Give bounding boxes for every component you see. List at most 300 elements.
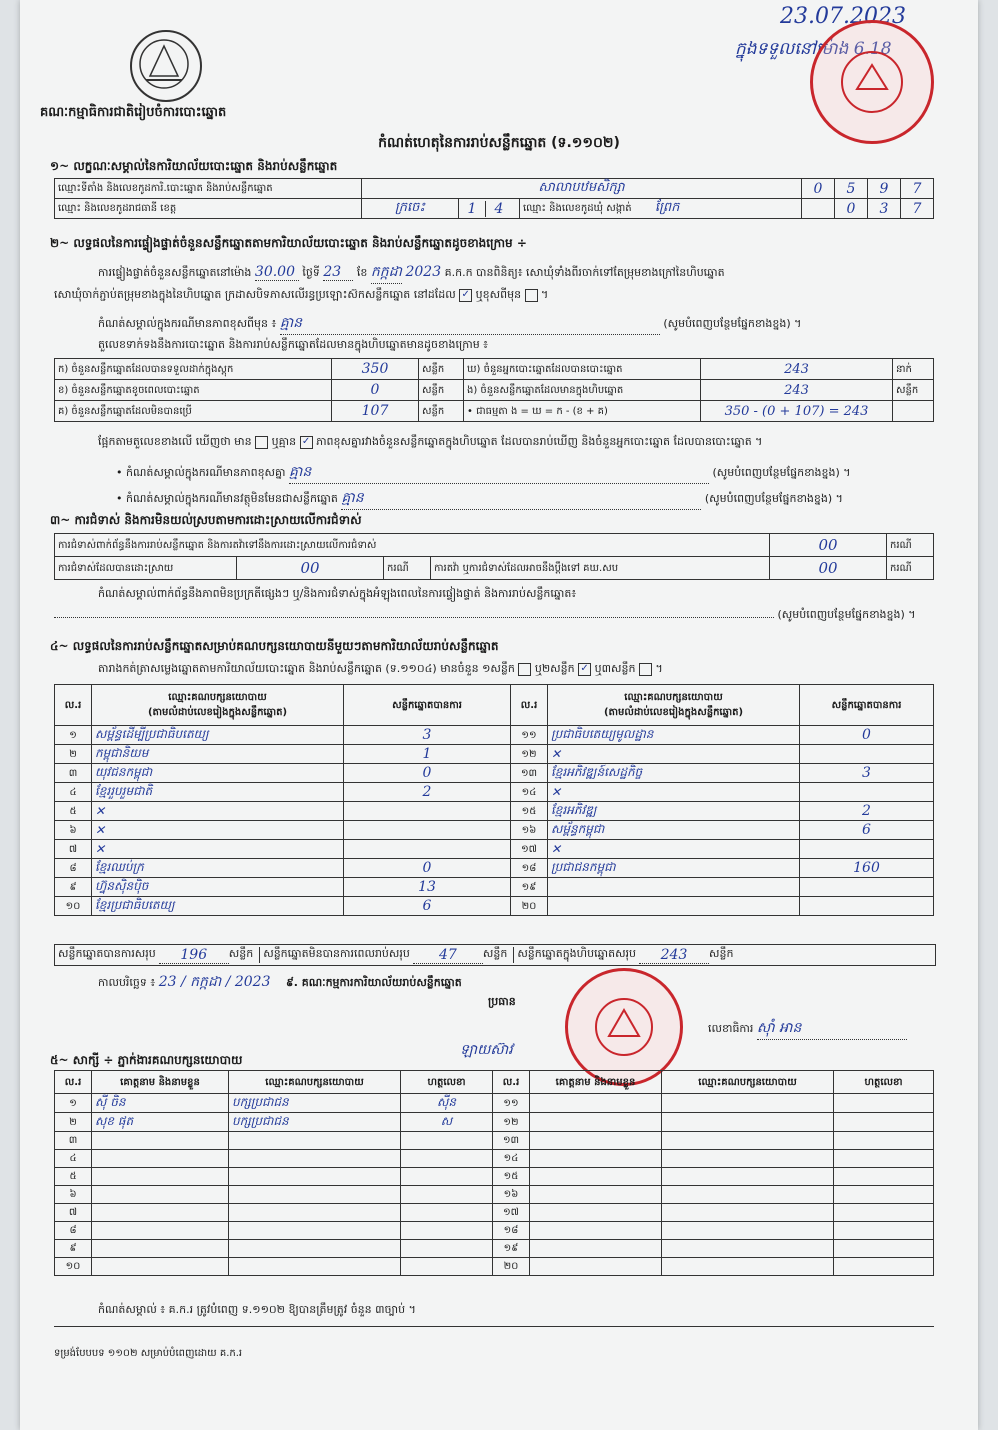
w-col-no-left: ល.រ — [55, 1071, 92, 1094]
col-party-sub-left: (តាមលំដាប់លេខរៀងក្នុងសន្លឹកឆ្នោត) — [147, 707, 288, 718]
witness-signature — [834, 1168, 934, 1186]
foreign-object-value: គ្មាន — [341, 488, 701, 510]
section1-heading: ១~ លក្ខណៈសម្គាល់នៃការិយាល័យបោះឆ្នោត និងរាប់សន្លឹកឆ្នោត — [50, 159, 338, 173]
witness-signature — [401, 1222, 493, 1240]
location-code-2: 5 — [835, 179, 868, 199]
witness-party: បក្សប្រជាជន — [229, 1113, 401, 1132]
witness-signature — [834, 1113, 934, 1132]
figure-value-right: 243 — [701, 380, 893, 401]
witness-party — [229, 1150, 401, 1168]
witness-party — [662, 1094, 834, 1113]
section2-heading: ២~ លទ្ធផលនៃការផ្ទៀងផ្ទាត់ចំនួនសន្លឹកឆ្នោតតាមការិយាល័យបោះឆ្នោត និងរាប់សន្លឹកឆ្នោតដូចខាងក្រោម ÷ — [50, 236, 527, 250]
total-invalid-unit: សន្លឹក — [483, 947, 514, 963]
party-name: ហ្វ៊ុនស៊ិនប៉ិច — [92, 878, 344, 897]
figure-value-right: 243 — [701, 359, 893, 380]
difference-note-label: កំណត់សម្គាល់ក្នុងករណីមានភាពខុសពីមុន ៖ — [98, 317, 277, 330]
party-votes: 2 — [344, 783, 511, 802]
party-row — [55, 840, 934, 859]
party-no: ៩ — [55, 878, 92, 897]
witness-party — [229, 1132, 401, 1150]
witness-row — [55, 1132, 934, 1150]
w-col-name-right: គោត្តនាម និងនាមខ្លួន — [530, 1071, 662, 1094]
witness-signature — [834, 1204, 934, 1222]
totals-row — [54, 944, 936, 966]
party-no: ៣ — [55, 764, 92, 783]
footer-note: កំណត់សម្គាល់ ៖ គ.ក.រ ត្រូវបំពេញ ទ.១១០២ ឱ្យបានត្រឹមត្រូវ ចំនួន ៣ច្បាប់ ។ — [98, 1303, 416, 1316]
party-name: ✕ — [92, 821, 344, 840]
witness-signature — [834, 1186, 934, 1204]
party-votes: 3 — [800, 764, 934, 783]
different-checkbox[interactable] — [525, 289, 538, 302]
party-no: ៨ — [55, 859, 92, 878]
difference-note-value: គ្មាន — [280, 313, 660, 335]
figure-unit-right: នាក់ — [893, 359, 934, 380]
corner-date: 23.07.2023 — [780, 4, 906, 29]
appeal-label: ការតវ៉ា ឬការជំទាស់ដែលអាចនឹងប្តឹងទៅ គឃ.សប — [431, 557, 770, 580]
party-row — [55, 764, 934, 783]
witness-no: ៤ — [55, 1150, 92, 1168]
verification-year: 2023 — [405, 264, 442, 280]
irregularity-note-line — [54, 608, 954, 624]
foreign-object-note-line — [116, 488, 956, 510]
same-checkbox[interactable]: ✓ — [459, 289, 472, 302]
two-sheets-label: ឬ២សន្លឹក — [534, 662, 575, 675]
figure-unit-right: សន្លឹក — [893, 380, 934, 401]
witness-party — [229, 1222, 401, 1240]
party-votes — [800, 783, 934, 802]
party-votes: 160 — [800, 859, 934, 878]
witness-name — [92, 1240, 229, 1258]
witness-name — [530, 1258, 662, 1276]
witness-name — [530, 1113, 662, 1132]
section4-heading: ៤~ លទ្ធផលនៃការរាប់សន្លឹកឆ្នោតសម្រាប់គណបក្សនយោបាយនីមួយៗតាមការិយាល័យរាប់សន្លឹកឆ្នោត — [50, 639, 499, 653]
irregularity-note: កំណត់សម្គាល់ពាក់ព័ន្ធនឹងភាពមិនប្រក្រតីផ្សេងៗ ឬ/និងការជំទាស់ក្នុងអំឡុងពេលនៃការផ្ទៀងផ្ទាត់ និងការរាប់សន្លឹកឆ្នោត៖ — [98, 587, 577, 600]
resolved-label: ការជំទាស់ដែលបានដោះស្រាយ — [55, 557, 237, 580]
total-invalid-label: សន្លឹកឆ្នោតមិនបានការពេលរាប់សរុប — [263, 947, 410, 960]
foreign-object-label: • កំណត់សម្គាល់ក្នុងករណីមានវត្ថុមិនមែនជាសន្លឹកឆ្នោត — [116, 492, 338, 505]
witness-party — [229, 1186, 401, 1204]
witness-party — [662, 1258, 834, 1276]
col-party-right: ឈ្មោះគណបក្សនយោបាយ — [624, 692, 723, 703]
party-name: ✕ — [92, 802, 344, 821]
witness-no: ៩ — [55, 1240, 92, 1258]
witness-table — [54, 1070, 934, 1276]
witness-signature: ស — [401, 1113, 493, 1132]
date-line — [98, 972, 462, 993]
tally-sheet-line: តារាងកត់ត្រាសម្លេងឆ្នោតតាមការិយាល័យបោះឆ្នោត និងរាប់សន្លឹកឆ្នោត (ទ.១១០៤) មានចំនួន ១សន្លឹក ឬ២សន្លឹក ✓ ឬ៣សន្លឹក ។ — [98, 662, 663, 675]
witness-name — [530, 1186, 662, 1204]
corner-received-note: ក្នុងទទួលនៅម៉ោង 6.18 — [735, 39, 892, 59]
objection-unit: ករណី — [887, 534, 934, 557]
form-title: កំណត់ហេតុនៃការរាប់សន្លឹកឆ្នោត (ទ.១១០២) — [378, 135, 620, 151]
witness-name: ស៊ី ចិន — [92, 1094, 229, 1113]
party-votes: 3 — [344, 726, 511, 745]
witness-party: បក្សប្រជាជន — [229, 1094, 401, 1113]
witness-row — [55, 1094, 934, 1113]
figure-value: 0 — [332, 380, 419, 401]
discrepancy-note-tail: (សូមបំពេញបន្ថែមផ្នែកខាងខ្នង) ។ — [712, 466, 851, 479]
objection-row-label: ការជំទាស់ពាក់ព័ន្ធនឹងការរាប់សន្លឹកឆ្នោត និងការតវ៉ាទៅនឹងការដោះស្រាយលើការជំទាស់ — [55, 534, 770, 557]
section1-table — [54, 178, 934, 219]
witness-name — [530, 1094, 662, 1113]
party-votes: 0 — [800, 726, 934, 745]
party-no: ១៦ — [511, 821, 548, 840]
party-no: ១១ — [511, 726, 548, 745]
witness-row — [55, 1150, 934, 1168]
witness-party — [662, 1204, 834, 1222]
party-no: ២០ — [511, 897, 548, 916]
w-col-sign-left: ហត្ថលេខា — [401, 1071, 493, 1094]
witness-name — [530, 1168, 662, 1186]
party-name: ប្រជាជនកម្ពុជា — [548, 859, 800, 878]
party-name: ប្រជាធិបតេយ្យមូលដ្ឋាន — [548, 726, 800, 745]
figure-value: 107 — [332, 401, 419, 422]
witness-name — [530, 1222, 662, 1240]
no-discrepancy-label: ឬគ្មាន — [271, 435, 297, 448]
party-no: ៤ — [55, 783, 92, 802]
objections-table — [54, 533, 934, 580]
footer-divider — [54, 1326, 934, 1327]
chair-label: ប្រធាន — [488, 995, 516, 1008]
party-row — [55, 821, 934, 840]
witness-name — [92, 1186, 229, 1204]
witness-party — [662, 1113, 834, 1132]
witness-name — [92, 1222, 229, 1240]
appeal-count: 00 — [770, 557, 887, 580]
witness-signature — [401, 1204, 493, 1222]
province-code-2: 4 — [494, 200, 504, 217]
w-col-sign-right: ហត្ថលេខា — [834, 1071, 934, 1094]
discrepancy-note-value: គ្មាន — [289, 462, 709, 484]
party-results-table — [54, 684, 934, 916]
commune-label: ឈ្មោះ និងលេខកូដឃុំ សង្កាត់ — [523, 203, 632, 214]
figure-label-right: • ជាធម្មតា ង = ឃ = ក - (ខ + គ) — [464, 401, 701, 422]
date-label: កាលបរិច្ឆេទ ៖ — [98, 976, 156, 989]
witness-no: ១៨ — [493, 1222, 530, 1240]
two-sheets-checkbox[interactable]: ✓ — [578, 663, 591, 676]
figures-intro: តួលេខទាក់ទងនឹងការបោះឆ្នោត និងការរាប់សន្លឹកឆ្នោតដែលមានក្នុងហិបឆ្នោតមានដូចខាងក្រោម ៖ — [98, 338, 489, 351]
form-page — [20, 0, 978, 1430]
party-votes: 6 — [800, 821, 934, 840]
witness-row — [55, 1240, 934, 1258]
figure-unit-right — [893, 401, 934, 422]
verification-month: កក្កដា — [371, 262, 402, 284]
party-no: ១០ — [55, 897, 92, 916]
figure-unit: សន្លឹក — [419, 401, 464, 422]
witness-signature — [834, 1222, 934, 1240]
chair-signature: ឡាយស៊ាវ — [460, 1042, 513, 1058]
figure-row — [55, 380, 934, 401]
witness-no: ១៥ — [493, 1168, 530, 1186]
witness-row — [55, 1168, 934, 1186]
figure-unit: សន្លឹក — [419, 359, 464, 380]
discrepancy-note-label: • កំណត់សម្គាល់ក្នុងករណីមានភាពខុសគ្នា — [116, 466, 286, 479]
figure-label: ក) ចំនួនសន្លឹកឆ្នោតដែលបានទទួលដាក់ក្នុងស្តុក — [55, 359, 332, 380]
w-col-name-left: គោត្តនាម និងនាមខ្លួន — [92, 1071, 229, 1094]
verification-day: 23 — [323, 264, 353, 281]
party-votes — [800, 897, 934, 916]
party-name: សម្ព័ន្ធកម្ពុជា — [548, 821, 800, 840]
party-name: ខ្មែរប្រជាធិបតេយ្យ — [92, 897, 344, 916]
discrepancy-note-line — [116, 462, 956, 484]
party-votes: 2 — [800, 802, 934, 821]
party-no: ២ — [55, 745, 92, 764]
form-footer: ទម្រង់បែបបទ ១១០២ សម្រាប់បំពេញដោយ គ.ក.រ — [54, 1348, 243, 1359]
party-votes — [800, 878, 934, 897]
witness-no: ៨ — [55, 1222, 92, 1240]
witness-party — [662, 1150, 834, 1168]
location-code-1: 0 — [802, 179, 835, 199]
objection-count: 00 — [770, 534, 887, 557]
witness-signature — [834, 1240, 934, 1258]
location-code-4: 7 — [901, 179, 934, 199]
org-name: គណៈកម្មាធិការជាតិរៀបចំការបោះឆ្នោត — [40, 105, 227, 120]
witness-row — [55, 1222, 934, 1240]
w-col-party-right: ឈ្មោះគណបក្សនយោបាយ — [662, 1071, 834, 1094]
party-no: ១២ — [511, 745, 548, 764]
witness-party — [662, 1186, 834, 1204]
figure-label: ខ) ចំនួនសន្លឹកឆ្នោតខូចពេលបោះឆ្នោត — [55, 380, 332, 401]
witness-no: ៧ — [55, 1204, 92, 1222]
seal-status-text: សោឃុំចាក់ភ្ជាប់តម្រុមខាងក្នុងនៃហិបឆ្នោត ក្រដាសបិទភាសលើរន្ធប្រឡោះស៊កសន្លឹកឆ្នោត នៅដដែល — [54, 288, 456, 301]
party-row — [55, 802, 934, 821]
difference-note-line — [98, 313, 958, 335]
committee-label: ៩. គណៈកម្មការការិយាល័យរាប់សន្លឹកឆ្នោត — [286, 976, 462, 989]
party-no: ៦ — [55, 821, 92, 840]
witness-name — [530, 1150, 662, 1168]
witness-row — [55, 1258, 934, 1276]
figure-value-right: 350 - (0 + 107) = 243 — [701, 401, 893, 422]
witness-party — [662, 1132, 834, 1150]
col-no-left: ល.រ — [55, 685, 92, 726]
witness-row — [55, 1204, 934, 1222]
witness-signature — [401, 1240, 493, 1258]
witness-party — [229, 1258, 401, 1276]
month-label: ខែ — [356, 266, 368, 279]
commune-code-2: 3 — [868, 199, 901, 219]
party-name: យុវជនកម្ពុជា — [92, 764, 344, 783]
witness-signature: ស៊ីន — [401, 1094, 493, 1113]
province-code-1: 1 — [459, 201, 486, 217]
party-name: កម្ពុជានិយម — [92, 745, 344, 764]
figure-label-right: ង) ចំនួនសន្លឹកឆ្នោតដែលមានក្នុងហិបឆ្នោត — [464, 380, 701, 401]
has-discrepancy-checkbox[interactable] — [255, 436, 268, 449]
witness-signature — [834, 1150, 934, 1168]
witness-name — [92, 1168, 229, 1186]
province-value: ក្រចេះ — [362, 199, 459, 219]
witness-no: ១ — [55, 1094, 92, 1113]
witness-name — [530, 1132, 662, 1150]
party-row — [55, 897, 934, 916]
witness-no: ៦ — [55, 1186, 92, 1204]
committee-seal-stamp — [565, 968, 683, 1086]
total-box-unit: សន្លឹក — [709, 947, 734, 960]
witness-name — [92, 1132, 229, 1150]
witness-party — [229, 1168, 401, 1186]
location-label: ឈ្មោះទីតាំង និងលេខកូដការិ.បោះឆ្នោត និងរាប់សន្លឹកឆ្នោត — [55, 179, 362, 199]
witness-no: ១៩ — [493, 1240, 530, 1258]
witness-party — [662, 1168, 834, 1186]
verification-time: 30.00 — [255, 264, 299, 281]
different-label: ឬខុសពីមុន — [475, 288, 522, 301]
official-seal-stamp — [810, 20, 934, 144]
witness-row — [55, 1186, 934, 1204]
figure-row — [55, 359, 934, 380]
commune-code-1: 0 — [835, 199, 868, 219]
w-col-party-left: ឈ្មោះគណបក្សនយោបាយ — [229, 1071, 401, 1094]
witness-signature — [401, 1150, 493, 1168]
witness-name — [92, 1258, 229, 1276]
party-name — [548, 897, 800, 916]
witness-no: ៣ — [55, 1132, 92, 1150]
party-name: ខ្មែរឈប់ក្រ — [92, 859, 344, 878]
party-row — [55, 783, 934, 802]
total-valid-label: សន្លឹកឆ្នោតបានការសរុប — [58, 947, 156, 960]
party-name: ខ្មែរអភិវឌ្ឍ — [548, 802, 800, 821]
commune-code-3: 7 — [901, 199, 934, 219]
party-row — [55, 745, 934, 764]
three-sheets-checkbox[interactable] — [639, 663, 652, 676]
ballot-figures-table — [54, 358, 934, 422]
section3-heading: ៣~ ការជំទាស់ និងការមិនយល់ស្របតាមការដោះស្រាយលើការជំទាស់ — [50, 513, 362, 527]
nec-emblem-icon — [130, 30, 202, 102]
party-votes: 13 — [344, 878, 511, 897]
verification-tail: គ.ក.ក បានពិនិត្យ៖ សោឃុំទាំងពីរចាក់ទៅតែម្រុមខាងក្រៅនៃហិបឆ្នោត — [444, 266, 725, 279]
resolved-unit: ករណី — [384, 557, 431, 580]
discrepancy-tail: ភាពខុសគ្នារវាងចំនួនសន្លឹកឆ្នោតក្នុងហិបឆ្នោត ដែលបានរាប់ឃើញ និងចំនួនអ្នកបោះឆ្នោត ដែលបានបោះឆ្នោត ។ — [316, 435, 763, 448]
witness-party — [662, 1222, 834, 1240]
witness-no: ១៧ — [493, 1204, 530, 1222]
total-valid-unit: សន្លឹក — [229, 947, 260, 963]
party-votes — [344, 840, 511, 859]
party-name: ✕ — [548, 840, 800, 859]
party-no: ១៩ — [511, 878, 548, 897]
witness-name — [92, 1204, 229, 1222]
commune-value: ព្រែក — [654, 200, 680, 215]
witness-name: សុខ ផុត — [92, 1113, 229, 1132]
party-name: ខ្មែររួបរួមជាតិ — [92, 783, 344, 802]
province-label: ឈ្មោះ និងលេខកូដរាជធានី ខេត្ត — [55, 199, 362, 219]
witness-no: ១២ — [493, 1113, 530, 1132]
secretary-label: លេខាធិការ — [708, 1022, 754, 1035]
appeal-unit: ករណី — [887, 557, 934, 580]
party-no: ១ — [55, 726, 92, 745]
party-row — [55, 859, 934, 878]
party-no: ១៥ — [511, 802, 548, 821]
difference-note-tail: (សូមបំពេញបន្ថែមផ្នែកខាងខ្នង) ។ — [663, 317, 802, 330]
figure-unit: សន្លឹក — [419, 380, 464, 401]
verification-line-2: សោឃុំចាក់ភ្ជាប់តម្រុមខាងក្នុងនៃហិបឆ្នោត ក្រដាសបិទភាសលើរន្ធប្រឡោះស៊កសន្លឹកឆ្នោត នៅដដែល ✓ ឬខុសពីមុន ។ — [54, 288, 549, 301]
witness-signature — [401, 1258, 493, 1276]
discrepancy-text: ផ្អែកតាមតួលេខខាងលើ ឃើញថា មាន — [98, 435, 252, 448]
party-no: ១៧ — [511, 840, 548, 859]
party-votes: 0 — [344, 859, 511, 878]
party-votes: 1 — [344, 745, 511, 764]
witness-signature — [834, 1132, 934, 1150]
figure-label: គ) ចំនួនសន្លឹកឆ្នោតដែលមិនបានប្រើ — [55, 401, 332, 422]
party-name: ✕ — [92, 840, 344, 859]
witness-party — [229, 1204, 401, 1222]
day-label: ថ្ងៃទី — [302, 266, 320, 279]
party-row — [55, 726, 934, 745]
discrepancy-line — [98, 435, 958, 451]
location-value: សាលាបឋមសិក្សា — [362, 179, 802, 199]
col-party-left: ឈ្មោះគណបក្សនយោបាយ — [168, 692, 267, 703]
witness-name — [530, 1240, 662, 1258]
party-votes — [800, 840, 934, 859]
figure-value: 350 — [332, 359, 419, 380]
col-party-sub-right: (តាមលំដាប់លេខរៀងក្នុងសន្លឹកឆ្នោត) — [603, 707, 744, 718]
witness-no: ១៤ — [493, 1150, 530, 1168]
col-votes-right: សន្លឹកឆ្នោតបានការ — [800, 685, 934, 726]
witness-signature — [401, 1132, 493, 1150]
witness-signature — [834, 1094, 934, 1113]
figure-label-right: ឃ) ចំនួនអ្នកបោះឆ្នោតដែលបានបោះឆ្នោត — [464, 359, 701, 380]
witness-no: ២០ — [493, 1258, 530, 1276]
total-valid-value: 196 — [159, 947, 229, 964]
total-box-label: សន្លឹកឆ្នោតក្នុងហិបឆ្នោតសរុប — [517, 947, 637, 960]
verification-line-1 — [98, 262, 958, 284]
party-votes: 6 — [344, 897, 511, 916]
party-name: ✕ — [548, 745, 800, 764]
total-box-value: 243 — [639, 947, 709, 964]
witness-party — [229, 1240, 401, 1258]
party-name: ✕ — [548, 783, 800, 802]
date-value: 23 / កក្កដា / 2023 — [158, 974, 271, 990]
witness-no: ១៦ — [493, 1186, 530, 1204]
col-votes-left: សន្លឹកឆ្នោតបានការ — [344, 685, 511, 726]
witness-no: ២ — [55, 1113, 92, 1132]
one-sheet-checkbox[interactable] — [518, 663, 531, 676]
section5-heading: ៥~ សាក្សី ÷ ភ្នាក់ងារគណបក្សនយោបាយ — [50, 1053, 243, 1067]
party-no: ៥ — [55, 802, 92, 821]
three-sheets-label: ឬ៣សន្លឹក — [594, 662, 636, 675]
party-votes — [344, 802, 511, 821]
foreign-object-tail: (សូមបំពេញបន្ថែមផ្នែកខាងខ្នង) ។ — [704, 492, 843, 505]
witness-row — [55, 1113, 934, 1132]
witness-signature — [401, 1186, 493, 1204]
irregularity-note-tail: (សូមបំពេញបន្ថែមផ្នែកខាងខ្នង) ។ — [777, 608, 916, 621]
witness-signature — [401, 1168, 493, 1186]
verification-text: ការផ្ទៀងផ្ទាត់ចំនួនសន្លឹកឆ្នោតនៅម៉ោង — [98, 266, 252, 279]
no-discrepancy-checkbox[interactable]: ✓ — [300, 436, 313, 449]
party-no: ១៣ — [511, 764, 548, 783]
w-col-no-right: ល.រ — [493, 1071, 530, 1094]
party-votes — [800, 745, 934, 764]
witness-party — [662, 1240, 834, 1258]
party-name: ខ្មែរអភិវឌ្ឍន៍សេដ្ឋកិច្ច — [548, 764, 800, 783]
total-invalid-value: 47 — [413, 947, 483, 964]
secretary-line — [708, 1018, 907, 1040]
tally-sheet-text: តារាងកត់ត្រាសម្លេងឆ្នោតតាមការិយាល័យបោះឆ្នោត និងរាប់សន្លឹកឆ្នោត (ទ.១១០៤) មានចំនួន ១សន្លឹក — [98, 662, 515, 675]
party-name — [548, 878, 800, 897]
witness-name — [530, 1204, 662, 1222]
party-votes — [344, 821, 511, 840]
location-code-3: 9 — [868, 179, 901, 199]
witness-signature — [834, 1258, 934, 1276]
party-no: ១៤ — [511, 783, 548, 802]
party-no: ៧ — [55, 840, 92, 859]
secretary-signature: ស៊ាំ អាន — [757, 1018, 907, 1040]
col-no-right: ល.រ — [511, 685, 548, 726]
witness-no: ១១ — [493, 1094, 530, 1113]
witness-no: ៥ — [55, 1168, 92, 1186]
party-name: សម្ព័ន្ធដើម្បីប្រជាធិបតេយ្យ — [92, 726, 344, 745]
witness-no: ១០ — [55, 1258, 92, 1276]
witness-name — [92, 1150, 229, 1168]
party-votes: 0 — [344, 764, 511, 783]
figure-row — [55, 401, 934, 422]
